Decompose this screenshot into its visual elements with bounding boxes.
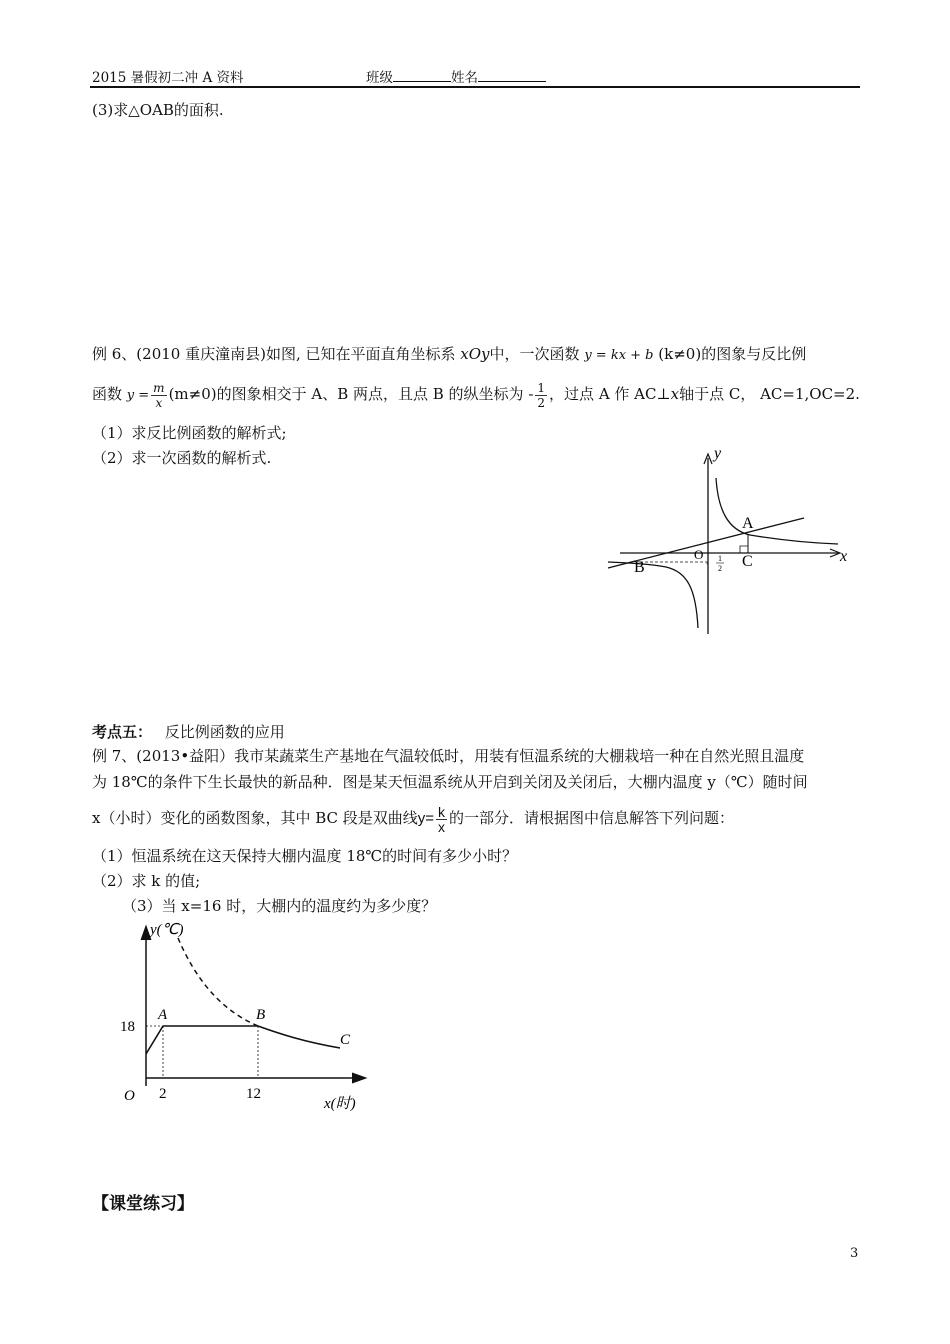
y-axis-label: y(℃) <box>150 922 184 938</box>
point-a-label: A <box>158 1007 168 1023</box>
curve-bc <box>258 1026 340 1048</box>
x-axis-arrow <box>352 1073 366 1083</box>
ex6-fraction-half: $\frac{1}{2}$ <box>537 380 546 410</box>
point-c-label: C <box>340 1032 351 1048</box>
right-angle-mark <box>740 546 748 553</box>
practice-heading: 【课堂练习】 <box>92 1194 194 1214</box>
hyperbola-upper-branch <box>716 478 838 544</box>
half-denominator: 2 <box>718 564 722 573</box>
page-header <box>92 66 243 86</box>
ex7-line-3 <box>92 800 734 837</box>
x-axis-label: x(时) <box>324 1096 356 1112</box>
hyperbola-lower-branch <box>608 562 698 628</box>
ex7-question-2: （2）求 k 的值; <box>92 872 201 890</box>
point-c-label: C <box>742 553 753 570</box>
y-axis-label: y <box>714 445 722 462</box>
ex6-fraction-m-over-x: $\frac{m}{x}$ <box>153 380 165 410</box>
ex6-text-e: (m≠0)的图象相交于 A、B 两点，且点 B 的纵坐标为 - <box>168 385 534 403</box>
tick-label-2: 2 <box>159 1086 167 1102</box>
ex6-sub-question-2: （2）求一次函数的解析式. <box>92 449 272 467</box>
point-b-label: B <box>256 1007 266 1023</box>
name-label: 姓名 <box>451 70 478 86</box>
tick-label-12: 12 <box>246 1086 261 1102</box>
example-6-line-1 <box>92 344 806 366</box>
half-numerator: 1 <box>718 554 722 563</box>
minus-sign: - <box>706 559 709 568</box>
ex7-figure <box>110 918 380 1118</box>
ex6-y-equals: y = <box>126 388 150 403</box>
ex7-text-b: 的一部分．请根据图中信息解答下列问题： <box>449 809 735 827</box>
ex7-question-3: （3）当 x=16 时，大棚内的温度约为多少度？ <box>122 897 437 915</box>
ex6-text-c: (k≠0)的图象与反比例 <box>658 345 807 363</box>
origin-label: O <box>694 547 704 562</box>
ex6-x-axis-var: x <box>670 385 680 403</box>
ex6-text-f: ，过点 A 作 AC⊥ <box>549 385 671 403</box>
ex6-text-g: 轴于点 C， AC=1,OC=2. <box>679 385 860 403</box>
x-axis-label: x <box>840 548 848 565</box>
hyperbola-dashed-extension <box>178 938 258 1026</box>
ex7-line-2: 为 18℃的条件下生长最快的新品种．图是某天恒温系统从开启到关闭及关闭后，大棚内温度 y（℃）随时间 <box>92 773 808 791</box>
ex6-text-a: 例 6、(2010 重庆潼南县)如图, 已知在平面直角坐标系 <box>92 345 456 363</box>
key-point-5 <box>92 722 285 742</box>
segment-oa <box>146 1026 163 1054</box>
ex7-line-1: 例 7、(2013•益阳）我市某蔬菜生产基地在气温较低时，用装有恒温系统的大棚栽培一种在自然光照且温度 <box>92 747 805 765</box>
ex6-figure <box>600 440 860 640</box>
header-class-field <box>366 66 546 86</box>
origin-label: O <box>124 1088 135 1104</box>
header-title: 2015 暑假初二冲 A 资料 <box>92 70 244 86</box>
ex6-text-d: 函数 <box>92 385 123 403</box>
ex7-y-equals: y= <box>417 810 435 827</box>
point-b-label: B <box>634 559 645 576</box>
page-number: 3 <box>850 1246 859 1261</box>
kp5-title: 反比例函数的应用 <box>164 723 285 741</box>
ex7-text-a: x（小时）变化的函数图象，其中 BC 段是双曲线 <box>92 809 418 827</box>
ex6-var-xoy: xOy <box>460 345 490 363</box>
point-a-label: A <box>742 515 754 532</box>
ex7-question-1: （1）恒温系统在这天保持大棚内温度 18℃的时间有多少小时？ <box>92 847 518 865</box>
ex6-sub-question-1: （1）求反比例函数的解析式; <box>92 424 287 442</box>
class-label: 班级 <box>366 70 393 86</box>
tick-label-18: 18 <box>120 1019 135 1035</box>
header-rule <box>90 86 860 88</box>
example-6-line-2 <box>92 376 860 414</box>
kp5-label: 考点五： <box>92 723 153 741</box>
ex6-linear-function: y = kx + b <box>584 348 654 363</box>
ex6-text-b: 中，一次函数 <box>489 345 580 363</box>
ex7-fraction-k-over-x: $\frac{k}{x}$ <box>438 803 446 835</box>
question-3: (3)求△OAB的面积. <box>92 101 224 119</box>
